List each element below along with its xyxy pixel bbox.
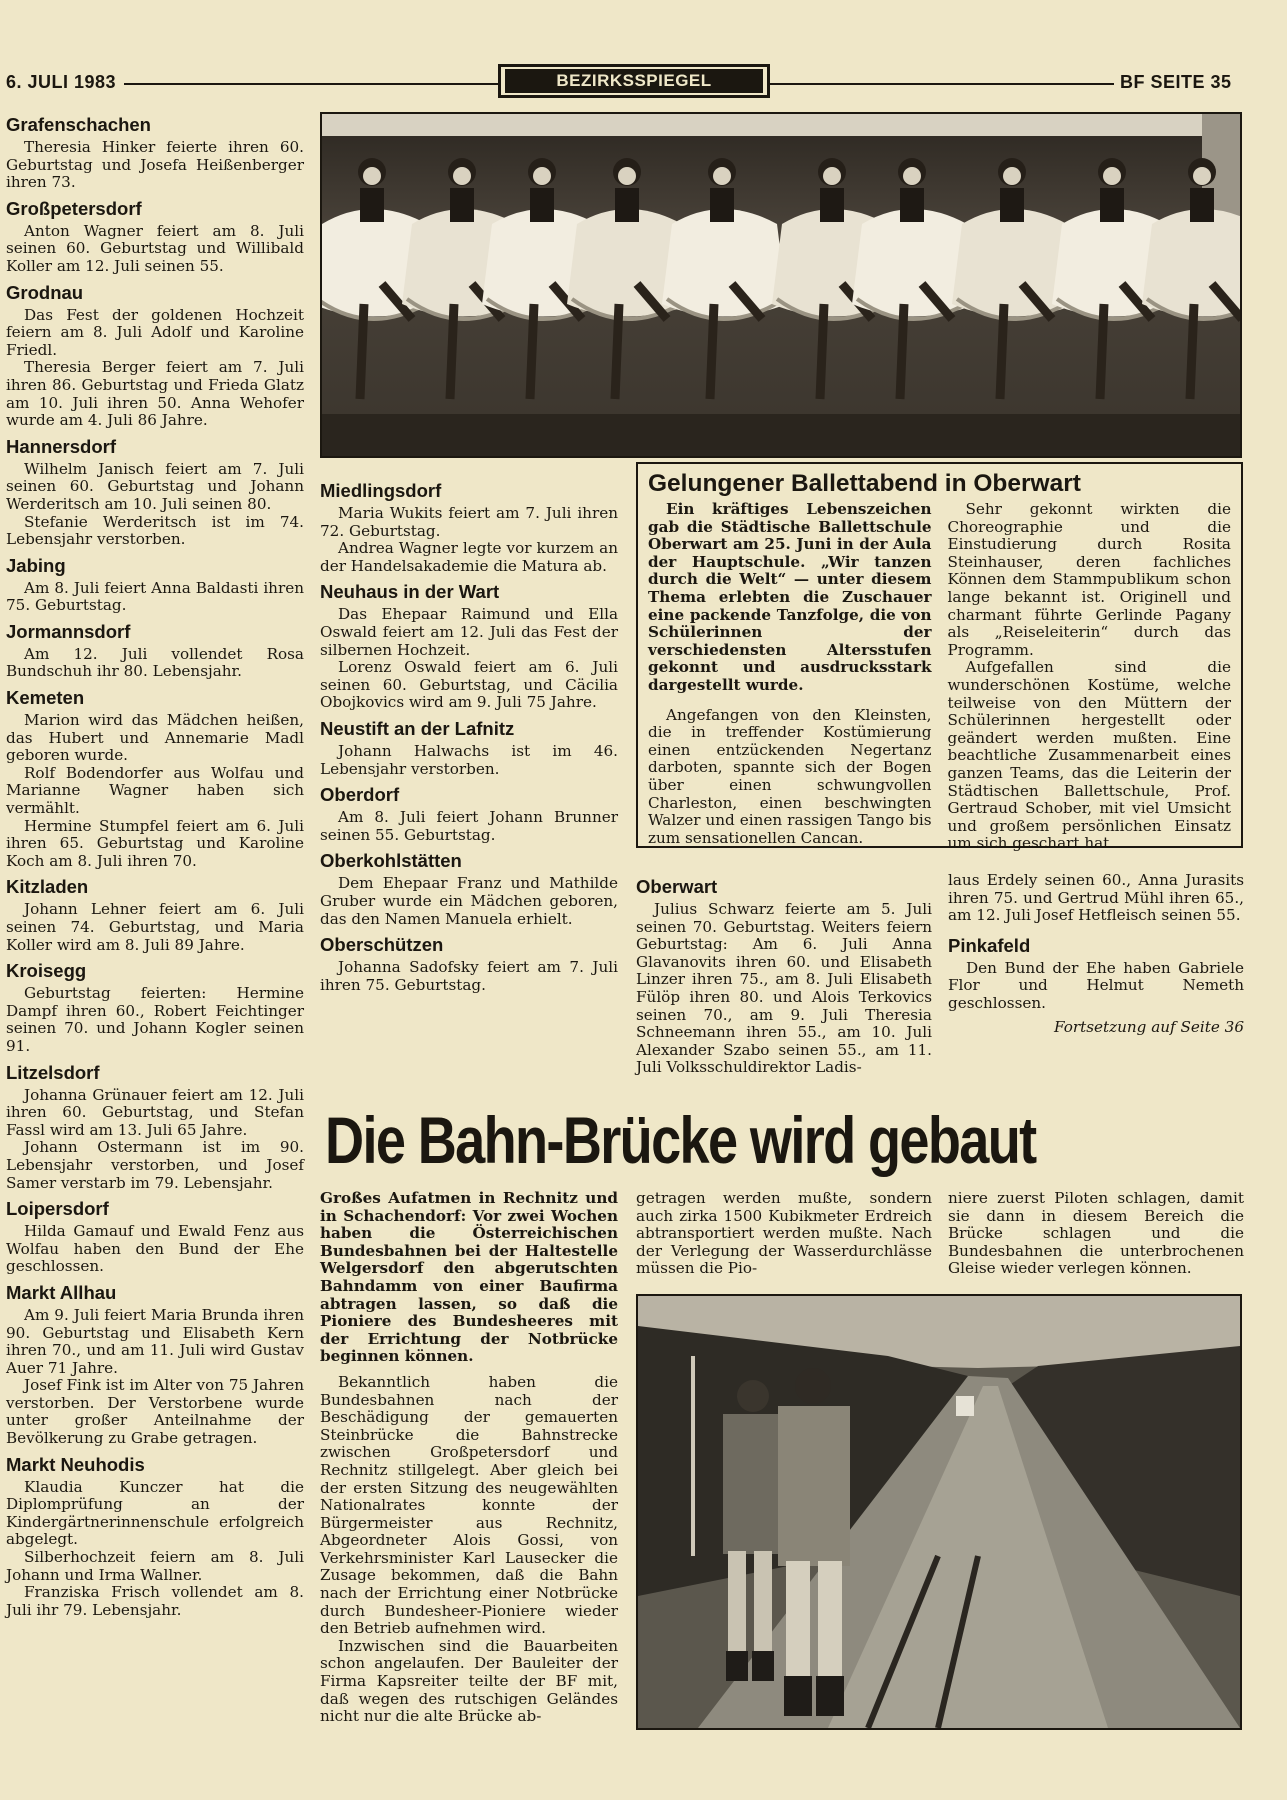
place-section: [320, 480, 618, 575]
page-number: BF SEITE 35: [1120, 72, 1232, 92]
place-heading: Loipersdorf: [6, 1198, 109, 1220]
section-banner: [498, 64, 770, 98]
ballet-headline: Gelungener Ballettabend in Oberwart: [648, 470, 1081, 497]
place-text: Marion wird das Mädchen heißen, das Hubert und Annemarie Madl geboren wurde.: [6, 711, 304, 765]
ballet-paragraph: Aufgefallen sind die wunderschönen Kostüme, welche teilweise von den Müttern der Schülerinnen hergestellt oder geändert werden mußten. Eine beachtliche Zusammenarbeit eines ganzen Teams, das die Leiterin der Städtischen Ballettschule, Prof. Gertraud Schober, mit viel Umsicht und großem persönlichen Einsatz um sich geschart hat.: [947, 658, 1231, 853]
place-text: Maria Wukits feiert am 7. Juli ihren 72. Geburtstag.: [320, 504, 618, 540]
bridge-paragraph: niere zuerst Piloten schlagen, damit sie dann in diesem Bereich die Brücke schlagen und die Bundesbahnen die unterbrochenen Gleise wieder verlegen können.: [948, 1189, 1244, 1278]
oberwart-section: [636, 870, 932, 1080]
section-title: BEZIRKSSPIEGEL: [505, 69, 763, 93]
place-text: Anton Wagner feiert am 8. Juli seinen 60. Geburtstag und Willibald Koller am 12. Juli seinen 55.: [6, 221, 304, 275]
cancan-dancers-image: [322, 114, 1240, 456]
place-text: Rolf Bodendorfer aus Wolfau und Marianne Wagner haben sich vermählt.: [6, 763, 304, 818]
place-section: [320, 784, 618, 844]
place-text: Am 8. Juli feiert Anna Baldasti ihren 75. Geburtstag.: [6, 578, 304, 615]
place-heading: Jabing: [6, 554, 66, 576]
place-text: Theresia Hinker feierte ihren 60. Geburtstag und Josefa Heißenberger ihren 73.: [6, 138, 304, 192]
continuation-note: Fortsetzung auf Seite 36: [1054, 1017, 1244, 1036]
bridge-headline: Die Bahn-Brücke wird gebaut: [325, 1103, 1036, 1177]
bridge-article-col2: [636, 1190, 932, 1278]
place-text: Josef Fink ist im Alter von 75 Jahren verstorben. Der Verstorbene wurde unter großer Anteilnahme der Bevölkerung zu Grabe getragen.: [6, 1376, 304, 1448]
pinkafeld-text: Den Bund der Ehe haben Gabriele Flor und Helmut Nemeth geschlossen.: [948, 958, 1244, 1012]
place-text: Hermine Stumpfel feiert am 6. Juli ihren 65. Geburtstag und Karoline Koch am 8. Juli ihren 70.: [6, 816, 304, 870]
place-section: [6, 436, 304, 549]
place-text: Das Ehepaar Raimund und Ella Oswald feiert am 12. Juli das Fest der silbernen Hochzeit.: [320, 605, 618, 659]
oberwart-text-continued: laus Erdely seinen 60., Anna Jurasits ihren 75. und Gertrud Mühl ihren 65., am 12. Juli Josef Hetfleisch seinen 55.: [948, 871, 1244, 925]
place-text: Johann Halwachs ist im 46. Lebensjahr verstorben.: [320, 741, 618, 778]
birthday-column-middle: [320, 474, 618, 997]
place-heading: Grodnau: [6, 281, 84, 303]
place-text: Franziska Frisch vollendet am 8. Juli ihr 79. Lebensjahr.: [6, 1583, 304, 1619]
place-section: [6, 1062, 304, 1193]
ballet-article: [636, 462, 1243, 853]
place-heading: Hannersdorf: [6, 435, 116, 457]
place-heading: Oberschützen: [320, 934, 444, 956]
place-section: [320, 581, 618, 712]
place-heading: Oberwart: [636, 876, 718, 897]
place-text: Hilda Gamauf und Ewald Fenz aus Wolfau haben den Bund der Ehe geschlossen.: [6, 1222, 304, 1276]
header-rule-right: [770, 83, 1114, 85]
place-heading: Pinkafeld: [948, 934, 1031, 956]
place-heading: Kroisegg: [6, 960, 87, 982]
issue-date: 6. JULI 1983: [6, 72, 117, 92]
railway-photo: [636, 1294, 1242, 1730]
place-text: Am 8. Juli feiert Johann Brunner seinen 55. Geburtstag.: [320, 808, 618, 844]
place-heading: Oberkohlstätten: [320, 850, 462, 872]
place-heading: Kemeten: [6, 687, 85, 709]
place-text: Silberhochzeit feiern am 8. Juli Johann und Irma Wallner.: [6, 1548, 304, 1584]
place-heading: Großpetersdorf: [6, 197, 142, 219]
place-section: [6, 114, 304, 192]
bridge-paragraph: Bekanntlich haben die Bundesbahnen nach der Beschädigung der gemauerten Steinbrücke die Bahnstrecke zwischen Großpetersdorf und Rechnitz stillgelegt. Aber gleich bei der ersten Sitzung des neugewählten Nationalrates konnte der Bürgermeister aus Rechnitz, Abgeordneter Alois Gossi, von Verkehrsminister Karl Lausecker die Zusage bekommen, daß die Bahn nach der Errichtung einer Notbrücke durch Bundesheer-Pioniere wieder den Betrieb aufnehmen wird.: [320, 1372, 618, 1638]
place-section: [6, 687, 304, 870]
place-text: Johanna Sadofsky feiert am 7. Juli ihren 75. Geburtstag.: [320, 958, 618, 994]
track-workers-image: [638, 1296, 1240, 1728]
place-heading: Markt Allhau: [6, 1281, 117, 1303]
place-section: [6, 876, 304, 954]
place-heading: Markt Neuhodis: [6, 1453, 145, 1475]
place-section: [6, 1454, 304, 1620]
place-text: Johann Ostermann ist im 90. Lebensjahr verstorben, und Josef Samer verstarb im 79. Lebensjahr.: [6, 1138, 304, 1192]
place-text: Theresia Berger feiert am 7. Juli ihren 86. Geburtstag und Frieda Glatz am 10. Juli ihren 50. Anna Wehofer wurde am 4. Juli 86 Jahre.: [6, 358, 304, 430]
place-text: Geburtstag feierten: Hermine Dampf ihren 60., Robert Feichtinger seinen 70. und Johann Kogler seinen 91.: [6, 984, 304, 1055]
place-section: [320, 850, 618, 928]
place-section: [6, 1282, 304, 1448]
place-text: Stefanie Werderitsch ist im 74. Lebensjahr verstorben.: [6, 512, 304, 549]
place-section: [6, 555, 304, 615]
place-text: Lorenz Oswald feiert am 6. Juli seinen 60. Geburtstag, und Cäcilia Obojkovics wird am 9. Juli 75 Jahre.: [320, 658, 618, 712]
place-section: [6, 621, 304, 681]
place-heading: Jormannsdorf: [6, 620, 131, 642]
place-heading: Oberdorf: [320, 784, 400, 806]
place-section: [6, 960, 304, 1055]
place-heading: Miedlingsdorf: [320, 480, 442, 501]
place-text: Dem Ehepaar Franz und Mathilde Gruber wurde ein Mädchen geboren, das den Namen Manuela erhielt.: [320, 874, 618, 928]
place-heading: Litzelsdorf: [6, 1061, 100, 1083]
bridge-lead: Großes Aufatmen in Rechnitz und in Schachendorf: Vor zwei Wochen haben die Österreichischen Bundesbahnen bei der Haltestelle Welgersdorf den abgerutschten Bahndamm von einer Baufirma abtragen lassen, so daß die Pioniere des Bundesheeres mit der Errichtung der Notbrücke beginnen können.: [320, 1189, 618, 1366]
bridge-paragraph: getragen werden mußte, sondern auch zirka 1500 Kubikmeter Erdreich abtransportiert werden mußte. Nach der Verlegung der Wasserdurchlässe müssen die Pio-: [636, 1189, 932, 1278]
ballet-paragraph: Angefangen von den Kleinsten, die in treffender Kostümierung einen entzückenden Negertanz darboten, spannte sich der Bogen über einen schwungvollen Charleston, einen beschwingten Walzer und einen rassigen Tango bis zum sensationellen Cancan.: [648, 705, 932, 847]
place-text: Wilhelm Janisch feiert am 7. Juli seinen 60. Geburtstag und Johann Werderitsch am 10. Juli seinen 80.: [6, 459, 304, 513]
place-heading: Neustift an der Lafnitz: [320, 717, 515, 739]
ballet-photo: [320, 112, 1242, 458]
place-text: Johanna Grünauer feiert am 12. Juli ihren 60. Geburtstag, und Stefan Fassl wird am 13. Juli 65 Jahre.: [6, 1085, 304, 1139]
place-text: Klaudia Kunczer hat die Diplomprüfung an der Kindergärtnerinnenschule erfolgreich abgelegt.: [6, 1477, 304, 1549]
bridge-paragraph: Inzwischen sind die Bauarbeiten schon angelaufen. Der Bauleiter der Firma Kapsreiter teilte der BF mit, daß wegen des rutschigen Geländes nicht nur die alte Brücke ab-: [320, 1636, 618, 1726]
place-text: Andrea Wagner legte vor kurzem an der Handelsakademie die Matura ab.: [320, 539, 618, 575]
place-section: [6, 1198, 304, 1276]
bridge-article-col1: [320, 1190, 618, 1726]
place-text: Johann Lehner feiert am 6. Juli seinen 74. Geburtstag, und Maria Koller wird am 8. Juli 89 Jahre.: [6, 900, 304, 954]
place-text: Am 9. Juli feiert Maria Brunda ihren 90. Geburtstag und Elisabeth Kern ihren 70., und am 11. Juli wird Gustav Auer 71 Jahre.: [6, 1305, 304, 1377]
place-section: [320, 718, 618, 778]
place-text: Am 12. Juli vollendet Rosa Bundschuh ihr 80. Lebensjahr.: [6, 644, 304, 681]
place-section: [6, 282, 304, 430]
oberwart-continued: [948, 872, 1244, 1036]
header-rule-left: [124, 83, 498, 85]
place-heading: Kitzladen: [6, 876, 89, 898]
birthday-column-left: [6, 108, 304, 1622]
oberwart-text: Julius Schwarz feierte am 5. Juli seinen 70. Geburtstag. Weiters feiern Geburtstag: Am 6. Juli Anna Glavanovits ihren 60. und Elisabeth Linzer ihren 75., am 8. Juli Elisabeth Fülöp ihren 80. und Alois Terkovics seinen 70., am 9. Juli Theresia Schneemann ihren 55., am 10. Juli Alexander Szabo seinen 55., am 11. Juli Volksschuldirektor Ladis-: [636, 900, 932, 1077]
place-heading: Neuhaus in der Wart: [320, 581, 500, 603]
place-heading: Grafenschachen: [6, 114, 151, 135]
place-section: [320, 934, 618, 994]
ballet-lead: Ein kräftiges Lebenszeichen gab die Städtische Ballettschule Oberwart am 25. Juni in der Aula der Hauptschule. „Wir tanzen durch die Welt“ — unter diesem Thema erlebten die Zuschauer eine packende Tanzfolge, die von Schülerinnen der verschiedensten Altersstufen gekonnt und ausdrucksstark dargestellt wurde.: [648, 500, 932, 694]
place-text: Das Fest der goldenen Hochzeit feiern am 8. Juli Adolf und Karoline Friedl.: [6, 305, 304, 359]
place-section: [6, 198, 304, 276]
bridge-article-col3: [948, 1190, 1244, 1278]
ballet-paragraph: Sehr gekonnt wirkten die Choreographie und die Einstudierung durch Rosita Steinhauser, deren fachliches Können dem Stammpublikum schon lange bekannt ist. Originell und charmant führte Gerlinde Pagany als „Reiseleiterin“ durch das Programm.: [947, 500, 1231, 659]
